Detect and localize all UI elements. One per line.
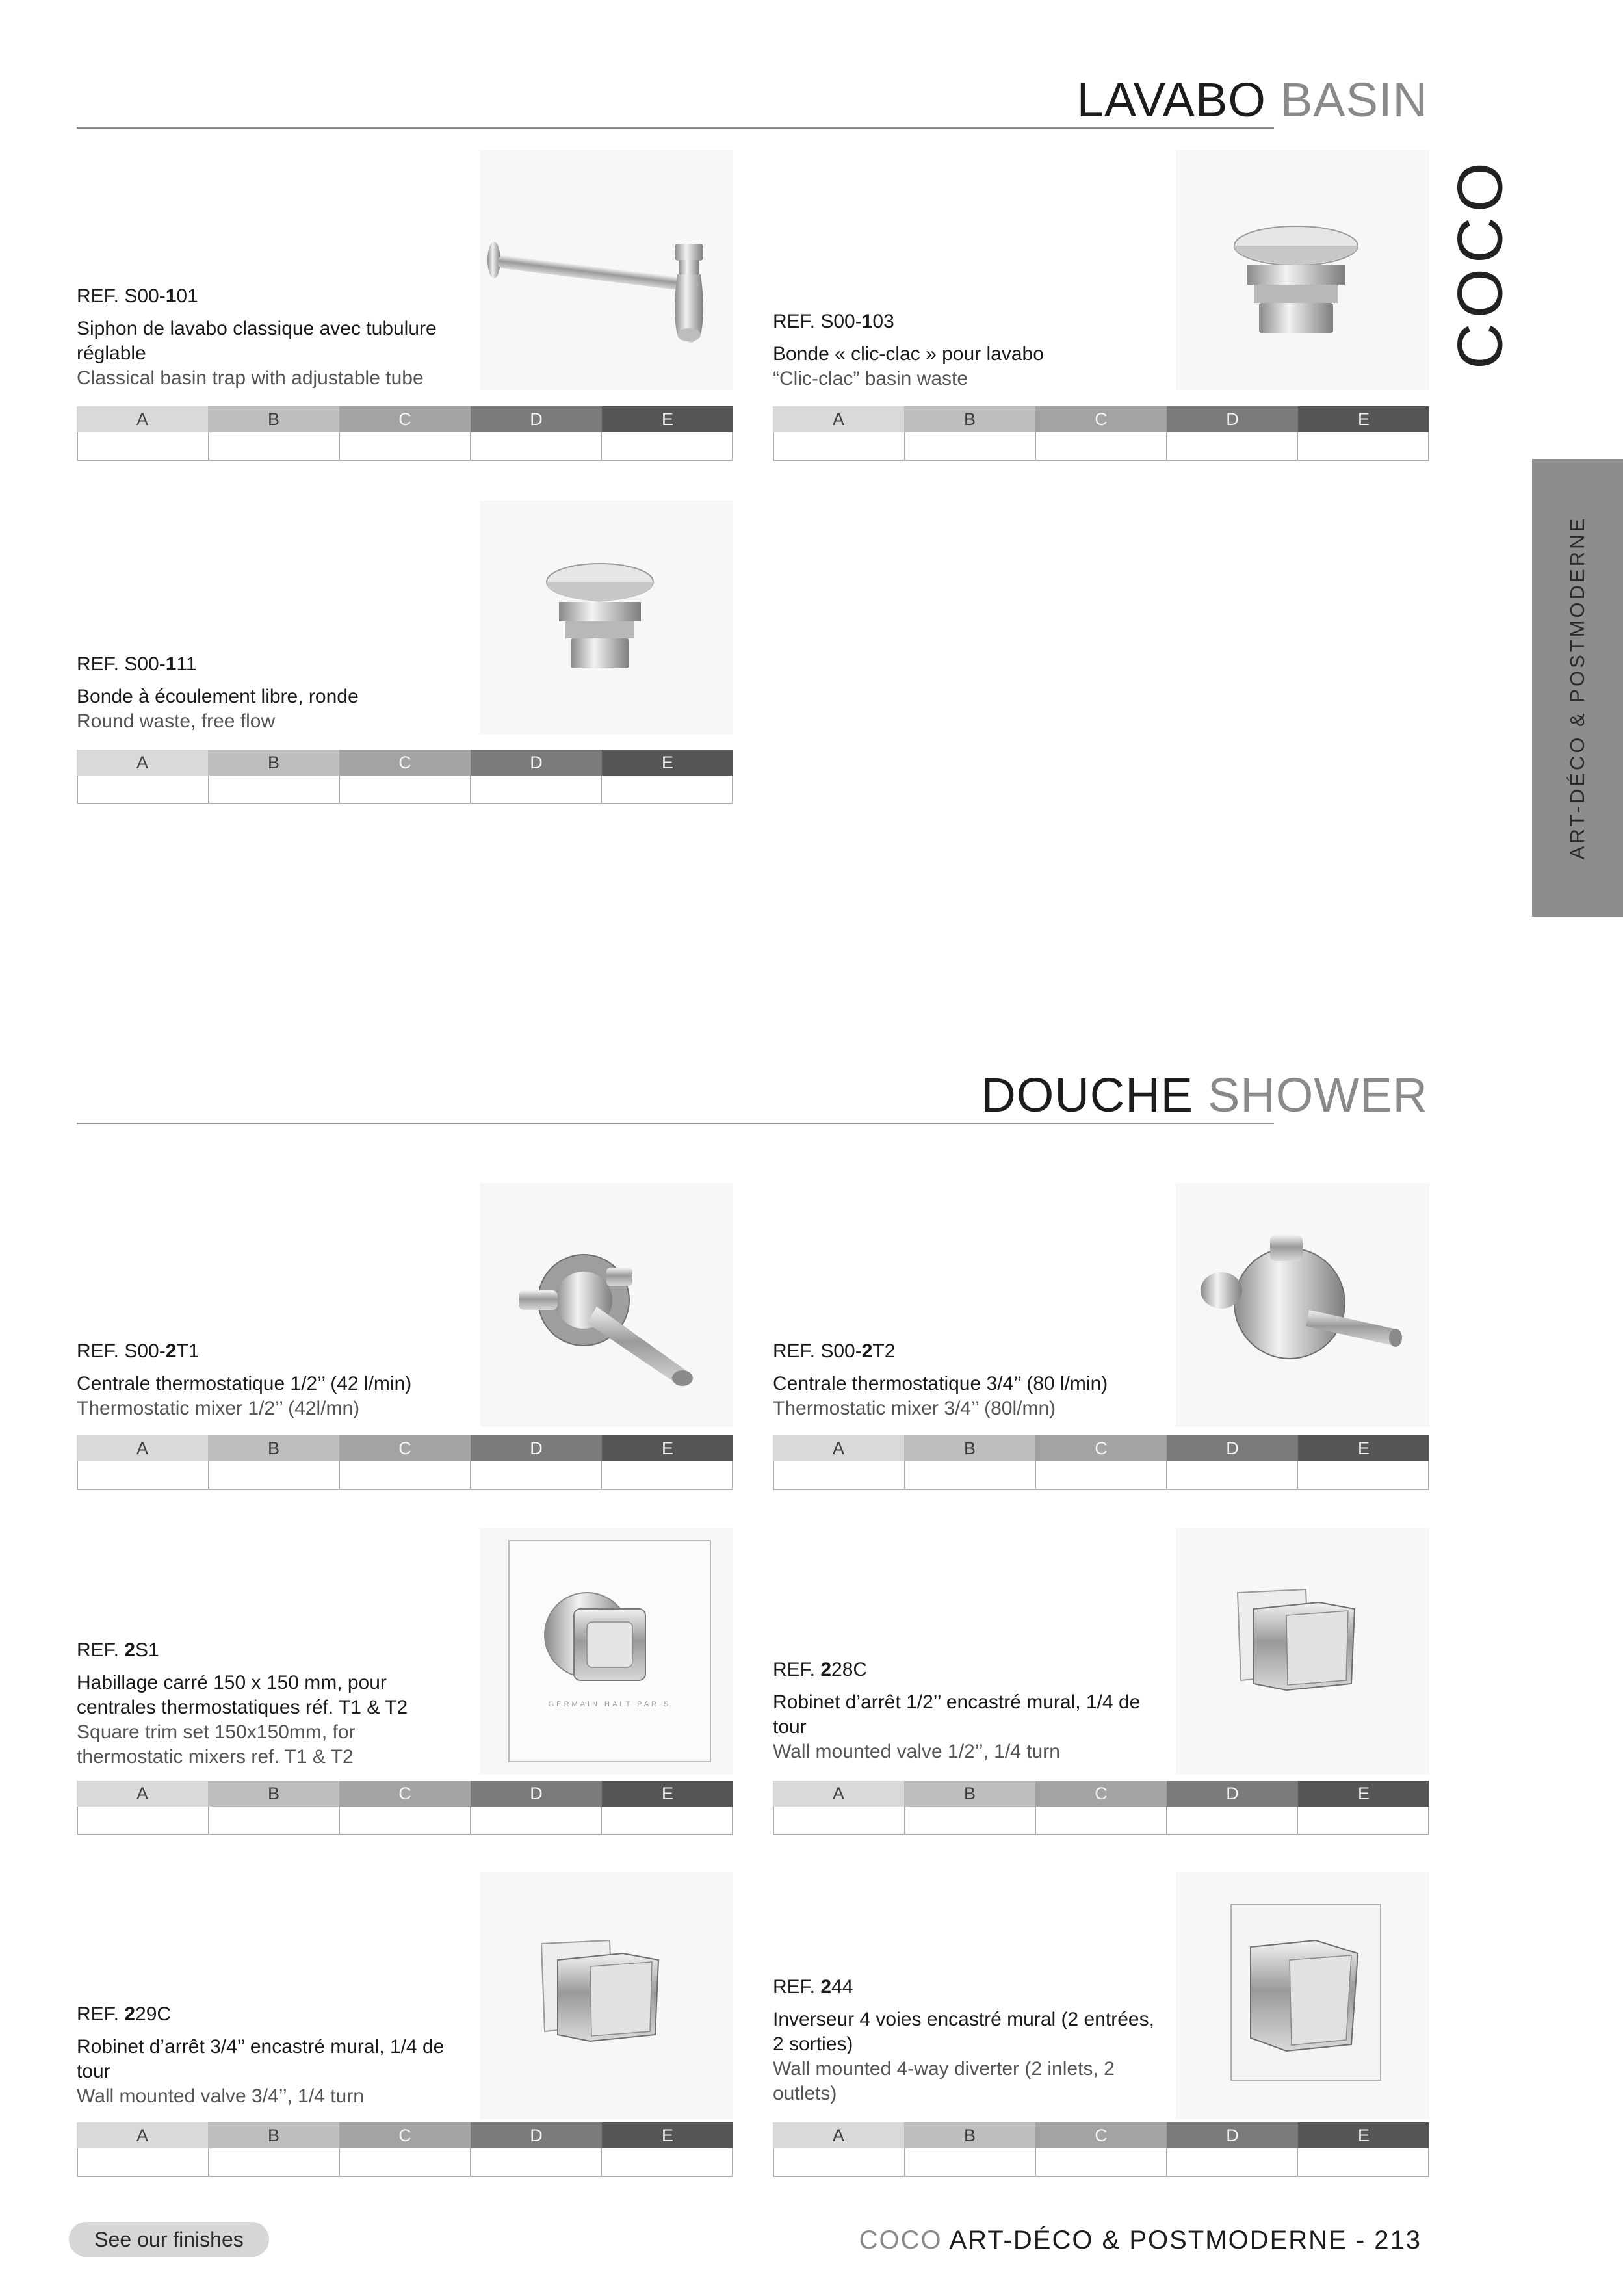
basin-trap-icon	[480, 150, 733, 390]
finish-col-d: D	[1167, 406, 1298, 432]
product-ref	[77, 652, 467, 677]
finish-col-b: B	[904, 1781, 1035, 1807]
footer-collection-page: ART-DÉCO & POSTMODERNE - 213	[949, 2226, 1422, 2254]
finish-col-b: B	[208, 406, 339, 432]
finish-cell	[1036, 1461, 1167, 1489]
finish-cell	[774, 1461, 905, 1489]
ref-suffix: 44	[831, 1976, 853, 1998]
section-title-basin	[1076, 73, 1428, 127]
finish-col-a: A	[773, 1435, 904, 1461]
plate-engraving: GERMAIN HALT PARIS	[548, 1701, 671, 1708]
product-card	[77, 150, 733, 465]
side-tab-collection[interactable]	[1532, 459, 1623, 917]
finish-col-a: A	[77, 1435, 208, 1461]
finish-col-e: E	[1298, 1435, 1429, 1461]
finish-col-a: A	[77, 750, 208, 776]
ref-prefix: REF.	[773, 1659, 821, 1680]
finish-col-b: B	[208, 1435, 339, 1461]
finish-cell	[602, 1807, 732, 1834]
finish-cell	[774, 432, 905, 460]
product-card	[77, 1183, 733, 1495]
free-flow-waste-icon	[480, 501, 733, 735]
finish-cell	[1298, 1461, 1428, 1489]
ref-bold: 1	[165, 285, 177, 307]
product-ref	[77, 1638, 467, 1663]
finish-cell	[78, 432, 209, 460]
finish-cell	[1167, 1461, 1299, 1489]
finish-cell	[471, 432, 603, 460]
finish-col-d: D	[1167, 1781, 1298, 1807]
finish-cell	[1036, 432, 1167, 460]
ref-suffix: S1	[135, 1639, 159, 1661]
finish-col-c: C	[339, 1435, 471, 1461]
finish-cell	[209, 432, 341, 460]
finish-cell	[1167, 2148, 1299, 2176]
section-title-shower	[981, 1068, 1428, 1122]
product-card	[773, 1872, 1429, 2184]
finish-cell	[774, 1807, 905, 1834]
finish-col-c: C	[1035, 1435, 1167, 1461]
product-ref	[773, 1339, 1163, 1364]
finish-col-b: B	[208, 2122, 339, 2148]
ref-prefix: REF. S00-	[773, 311, 862, 332]
thermostatic-mixer-large-icon	[1176, 1183, 1429, 1427]
ref-prefix: REF. S00-	[77, 653, 166, 675]
thermostatic-mixer-icon	[480, 1183, 733, 1427]
ref-suffix: T2	[872, 1340, 896, 1362]
product-description-en: Wall mounted valve 3/4’’, 1/4 turn	[77, 2085, 364, 2107]
brand-text: COCO	[1444, 157, 1516, 369]
finish-col-b: B	[208, 750, 339, 776]
footer-brand: COCO	[859, 2226, 942, 2254]
finish-cell	[905, 1461, 1037, 1489]
ref-prefix: REF.	[77, 1639, 125, 1661]
finish-col-a: A	[773, 406, 904, 432]
finish-col-b: B	[904, 2122, 1035, 2148]
ref-prefix: REF. S00-	[77, 285, 166, 307]
finish-cell	[78, 1807, 209, 1834]
ref-suffix: T1	[176, 1340, 200, 1362]
finish-col-e: E	[1298, 2122, 1429, 2148]
product-card	[773, 1528, 1429, 1840]
brand-vertical	[1444, 156, 1516, 371]
finish-col-d: D	[471, 750, 602, 776]
product-description-fr: Inverseur 4 voies encastré mural (2 entrées, 2 sorties)	[773, 2009, 1154, 2055]
finish-col-c: C	[339, 2122, 471, 2148]
finish-grid	[773, 2122, 1429, 2177]
finish-cell	[1036, 1807, 1167, 1834]
ref-suffix: 29C	[135, 2003, 172, 2025]
product-description-en: Thermostatic mixer 3/4’’ (80l/mn)	[773, 1398, 1056, 1419]
finish-cell	[471, 1461, 603, 1489]
product-card	[773, 150, 1429, 465]
finish-cell	[78, 776, 209, 803]
finish-col-e: E	[602, 750, 733, 776]
finish-cell	[340, 1461, 471, 1489]
product-description-en: Wall mounted valve 1/2’’, 1/4 turn	[773, 1741, 1060, 1762]
basin-waste-icon	[1176, 150, 1429, 390]
ref-bold: 2	[165, 1340, 177, 1362]
finish-cell	[340, 2148, 471, 2176]
product-card	[77, 1528, 733, 1840]
product-description-fr: Siphon de lavabo classique avec tubulure réglable	[77, 318, 437, 364]
ref-prefix: REF. S00-	[773, 1340, 862, 1362]
finish-col-c: C	[339, 1781, 471, 1807]
finish-cell	[340, 1807, 471, 1834]
finish-col-c: C	[1035, 2122, 1167, 2148]
product-description-fr: Centrale thermostatique 1/2’’ (42 l/min)	[77, 1373, 412, 1394]
product-description-en: “Clic-clac” basin waste	[773, 368, 968, 389]
product-description-en: Thermostatic mixer 1/2’’ (42l/mn)	[77, 1398, 360, 1419]
ref-suffix: 01	[176, 285, 198, 307]
finish-cell	[471, 1807, 603, 1834]
finish-cell	[905, 2148, 1037, 2176]
ref-bold: 2	[820, 1976, 832, 1998]
product-card	[77, 1872, 733, 2184]
diverter-icon	[1176, 1872, 1429, 2119]
product-text	[773, 1339, 1163, 1421]
finish-col-e: E	[602, 2122, 733, 2148]
product-text	[77, 284, 467, 391]
section-title-en: BASIN	[1280, 73, 1428, 127]
finish-cell	[602, 432, 732, 460]
product-ref	[77, 284, 467, 309]
finish-cell	[340, 776, 471, 803]
section-rule	[77, 127, 1274, 129]
product-text	[773, 1975, 1163, 2106]
ref-suffix: 03	[872, 311, 894, 332]
finish-col-d: D	[471, 1781, 602, 1807]
finish-col-d: D	[471, 1435, 602, 1461]
side-tab-label: ART-DÉCO & POSTMODERNE	[1566, 515, 1589, 860]
product-ref	[773, 1975, 1163, 2000]
finish-col-a: A	[773, 2122, 904, 2148]
finish-col-d: D	[471, 406, 602, 432]
finish-col-c: C	[1035, 1781, 1167, 1807]
finish-cell	[1167, 1807, 1299, 1834]
ref-suffix: 28C	[831, 1659, 868, 1680]
product-text	[77, 1339, 467, 1421]
finish-grid	[77, 750, 733, 804]
product-description-fr: Robinet d’arrêt 3/4’’ encastré mural, 1/4 de tour	[77, 2036, 445, 2082]
finish-col-e: E	[602, 1435, 733, 1461]
finish-col-a: A	[77, 406, 208, 432]
finish-col-e: E	[602, 406, 733, 432]
finish-cell	[602, 2148, 732, 2176]
finish-cell	[602, 776, 732, 803]
finish-col-a: A	[77, 2122, 208, 2148]
finish-cell	[209, 2148, 341, 2176]
wall-valve-icon	[480, 1872, 733, 2119]
finish-cell	[1167, 432, 1299, 460]
product-description-fr: Centrale thermostatique 3/4’’ (80 l/min)	[773, 1373, 1108, 1394]
finish-col-b: B	[904, 406, 1035, 432]
ref-bold: 1	[165, 653, 177, 675]
square-trim-icon	[480, 1528, 733, 1775]
product-description-fr: Bonde « clic-clac » pour lavabo	[773, 343, 1044, 365]
product-description-fr: Robinet d’arrêt 1/2’’ encastré mural, 1/4 de tour	[773, 1691, 1141, 1738]
ref-bold: 2	[861, 1340, 873, 1362]
finish-cell	[905, 432, 1037, 460]
product-text	[773, 1658, 1163, 1764]
finish-grid	[773, 1435, 1429, 1490]
finish-grid	[773, 406, 1429, 461]
wall-valve-icon	[1176, 1528, 1429, 1775]
finish-cell	[905, 1807, 1037, 1834]
finish-col-e: E	[1298, 406, 1429, 432]
finish-cell	[1298, 1807, 1428, 1834]
finish-col-e: E	[1298, 1781, 1429, 1807]
ref-suffix: 11	[176, 653, 197, 675]
product-ref	[773, 1658, 1163, 1682]
finish-col-d: D	[1167, 1435, 1298, 1461]
section-title-en: SHOWER	[1208, 1068, 1428, 1122]
product-description-en: Wall mounted 4-way diverter (2 inlets, 2 outlets)	[773, 2058, 1115, 2104]
ref-bold: 1	[861, 311, 873, 332]
finish-cell	[209, 1461, 341, 1489]
product-description-en: Round waste, free flow	[77, 711, 276, 732]
product-text	[773, 309, 1163, 391]
ref-prefix: REF. S00-	[77, 1340, 166, 1362]
section-title-fr: LAVABO	[1076, 73, 1266, 127]
finish-cell	[602, 1461, 732, 1489]
ref-bold: 2	[124, 1639, 136, 1661]
finish-col-c: C	[339, 406, 471, 432]
finish-grid	[77, 406, 733, 461]
finish-col-e: E	[602, 1781, 733, 1807]
product-card	[773, 1183, 1429, 1495]
finish-grid	[77, 1435, 733, 1490]
ref-bold: 2	[820, 1659, 832, 1680]
product-text	[77, 1638, 467, 1769]
section-rule	[77, 1123, 1274, 1124]
product-description-fr: Bonde à écoulement libre, ronde	[77, 686, 359, 707]
product-ref	[77, 2002, 467, 2027]
finish-col-c: C	[1035, 406, 1167, 432]
finish-col-d: D	[471, 2122, 602, 2148]
finish-col-b: B	[904, 1435, 1035, 1461]
finish-grid	[77, 2122, 733, 2177]
product-text	[77, 2002, 467, 2109]
finish-cell	[1298, 2148, 1428, 2176]
finish-grid	[77, 1781, 733, 1835]
ref-prefix: REF.	[77, 2003, 125, 2025]
finish-cell	[209, 1807, 341, 1834]
product-ref	[773, 309, 1163, 334]
finish-col-d: D	[1167, 2122, 1298, 2148]
finish-col-a: A	[77, 1781, 208, 1807]
finish-cell	[209, 776, 341, 803]
finish-cell	[78, 1461, 209, 1489]
page-footer	[859, 2226, 1422, 2255]
finish-col-c: C	[339, 750, 471, 776]
product-description-en: Square trim set 150x150mm, for thermostatic mixers ref. T1 & T2	[77, 1721, 356, 1768]
finish-col-b: B	[208, 1781, 339, 1807]
product-ref	[77, 1339, 467, 1364]
finish-grid	[773, 1781, 1429, 1835]
finish-cell	[340, 432, 471, 460]
ref-prefix: REF.	[773, 1976, 821, 1998]
finish-cell	[1036, 2148, 1167, 2176]
finish-cell	[78, 2148, 209, 2176]
finish-cell	[1298, 432, 1428, 460]
finish-cell	[471, 776, 603, 803]
finish-cell	[471, 2148, 603, 2176]
product-text	[77, 652, 467, 734]
section-title-fr: DOUCHE	[981, 1068, 1193, 1122]
product-description-fr: Habillage carré 150 x 150 mm, pour centrales thermostatiques réf. T1 & T2	[77, 1672, 408, 1718]
product-card	[77, 501, 733, 813]
product-description-en: Classical basin trap with adjustable tube	[77, 367, 424, 389]
ref-bold: 2	[124, 2003, 136, 2025]
finish-cell	[774, 2148, 905, 2176]
see-finishes-button[interactable]: See our finishes	[69, 2222, 269, 2257]
finish-col-a: A	[773, 1781, 904, 1807]
